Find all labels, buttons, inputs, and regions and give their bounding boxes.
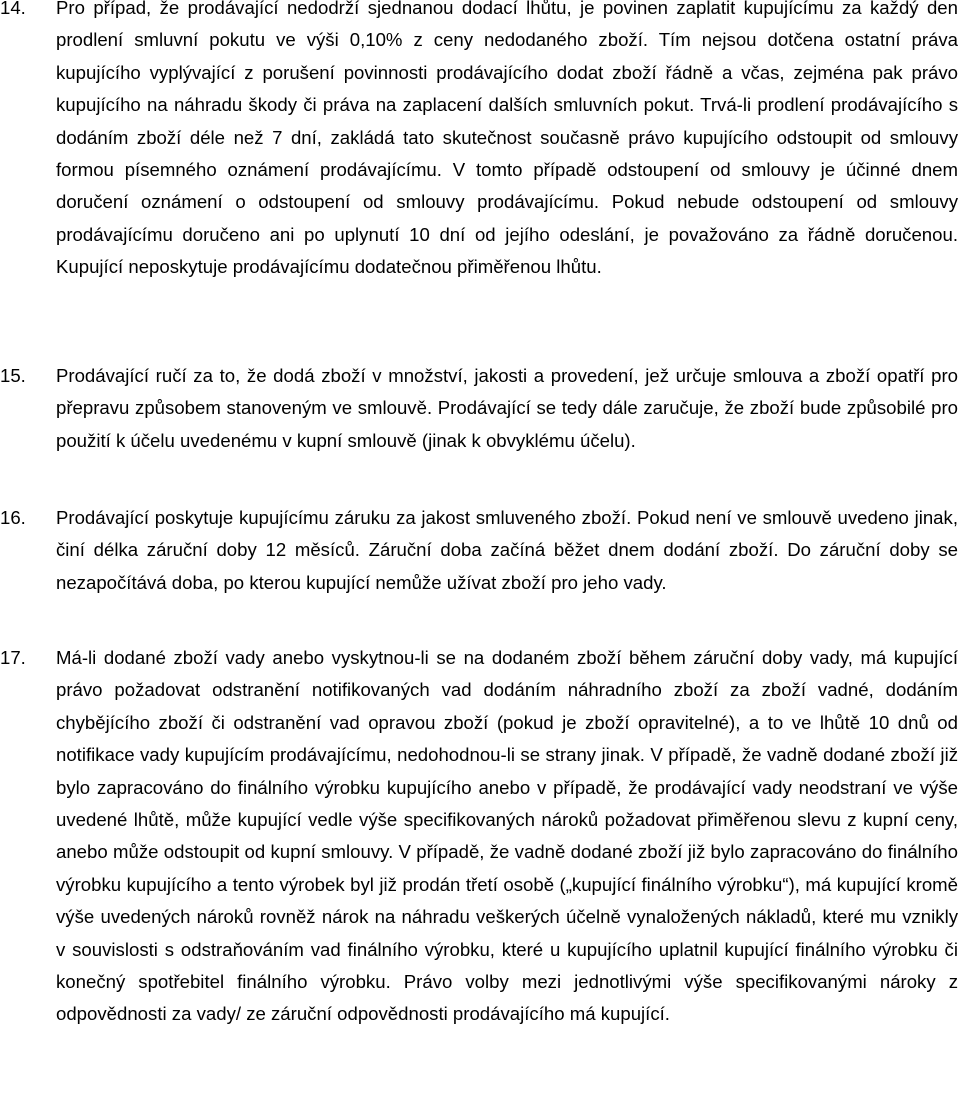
- clause-number: 17.: [0, 647, 26, 668]
- clause-text: Má-li dodané zboží vady anebo vyskytnou-li se na dodaném zboží během záruční doby vady, má kupující právo požadovat odstranění notifikovaných vad dodáním náhradního zboží za zboží vadné, dodáním chybějícího zboží či odstranění vad opravou zboží (pokud je zboží opravitelné), a to ve lhůtě 10 dnů od notifikace vady kupujícím prodávajícímu, nedohodnou-li se strany jinak. V případě, že vadně dodané zboží již bylo zapracováno do finálního výrobku kupujícího anebo v případě, že prodávající vady neodstraní ve výše uvedené lhůtě, může kupující vedle výše specifikovaných nároků požadovat přiměřenou slevu z kupní ceny, anebo může odstoupit od kupní smlouvy. V případě, že vadně dodané zboží již bylo zapracováno do finálního výrobku kupujícího a tento výrobek byl již prodán třetí osobě („kupující finálního výrobku“), má kupující kromě výše uvedených nároků rovněž nárok na náhradu veškerých účelně vynaložených nákladů, které mu vznikly v souvislosti s odstraňováním vad finálního výrobku, které u kupujícího uplatnil kupující finálního výrobku či konečný spotřebitel finálního výrobku. Právo volby mezi jednotlivými výše specifikovanými nároky z odpovědnosti za vady/ ze záruční odpovědnosti prodávajícího má kupující.: [56, 647, 958, 1025]
- clause-number: 14.: [0, 0, 26, 18]
- clause-text: Prodávající ručí za to, že dodá zboží v množství, jakosti a provedení, jež určuje smlouva a zboží opatří pro přepravu způsobem stanoveným ve smlouvě. Prodávající se tedy dále zaručuje, že zboží bude způsobilé pro použití k účelu uvedenému v kupní smlouvě (jinak k obvyklému účelu).: [56, 365, 958, 451]
- clause-text: Pro případ, že prodávající nedodrží sjednanou dodací lhůtu, je povinen zaplatit kupujícímu za každý den prodlení smluvní pokutu ve výši 0,10% z ceny nedodaného zboží. Tím nejsou dotčena ostatní práva kupujícího vyplývající z porušení povinnosti prodávajícího dodat zboží řádně a včas, zejména pak právo kupujícího na náhradu škody či práva na zaplacení dalších smluvních pokut. Trvá-li prodlení prodávajícího s dodáním zboží déle než 7 dní, zakládá tato skutečnost současně právo kupujícího odstoupit od smlouvy formou písemného oznámení prodávajícímu. V tomto případě odstoupení od smlouvy je účinné dnem doručení oznámení o odstoupení od smlouvy prodávajícímu. Pokud nebude odstoupení od smlouvy prodávajícímu doručeno ani po uplynutí 10 dní od jejího odeslání, je považováno za řádně doručenou. Kupující neposkytuje prodávajícímu dodatečnou přiměřenou lhůtu.: [56, 0, 958, 278]
- clause-number: 15.: [0, 365, 26, 386]
- clause-text: Prodávající poskytuje kupujícímu záruku za jakost smluveného zboží. Pokud není ve smlouvě uvedeno jinak, činí délka záruční doby 12 měsíců. Záruční doba začíná běžet dnem dodání zboží. Do záruční doby se nezapočítává doba, po kterou kupující nemůže užívat zboží pro jeho vady.: [56, 507, 958, 593]
- clause-number: 16.: [0, 507, 26, 528]
